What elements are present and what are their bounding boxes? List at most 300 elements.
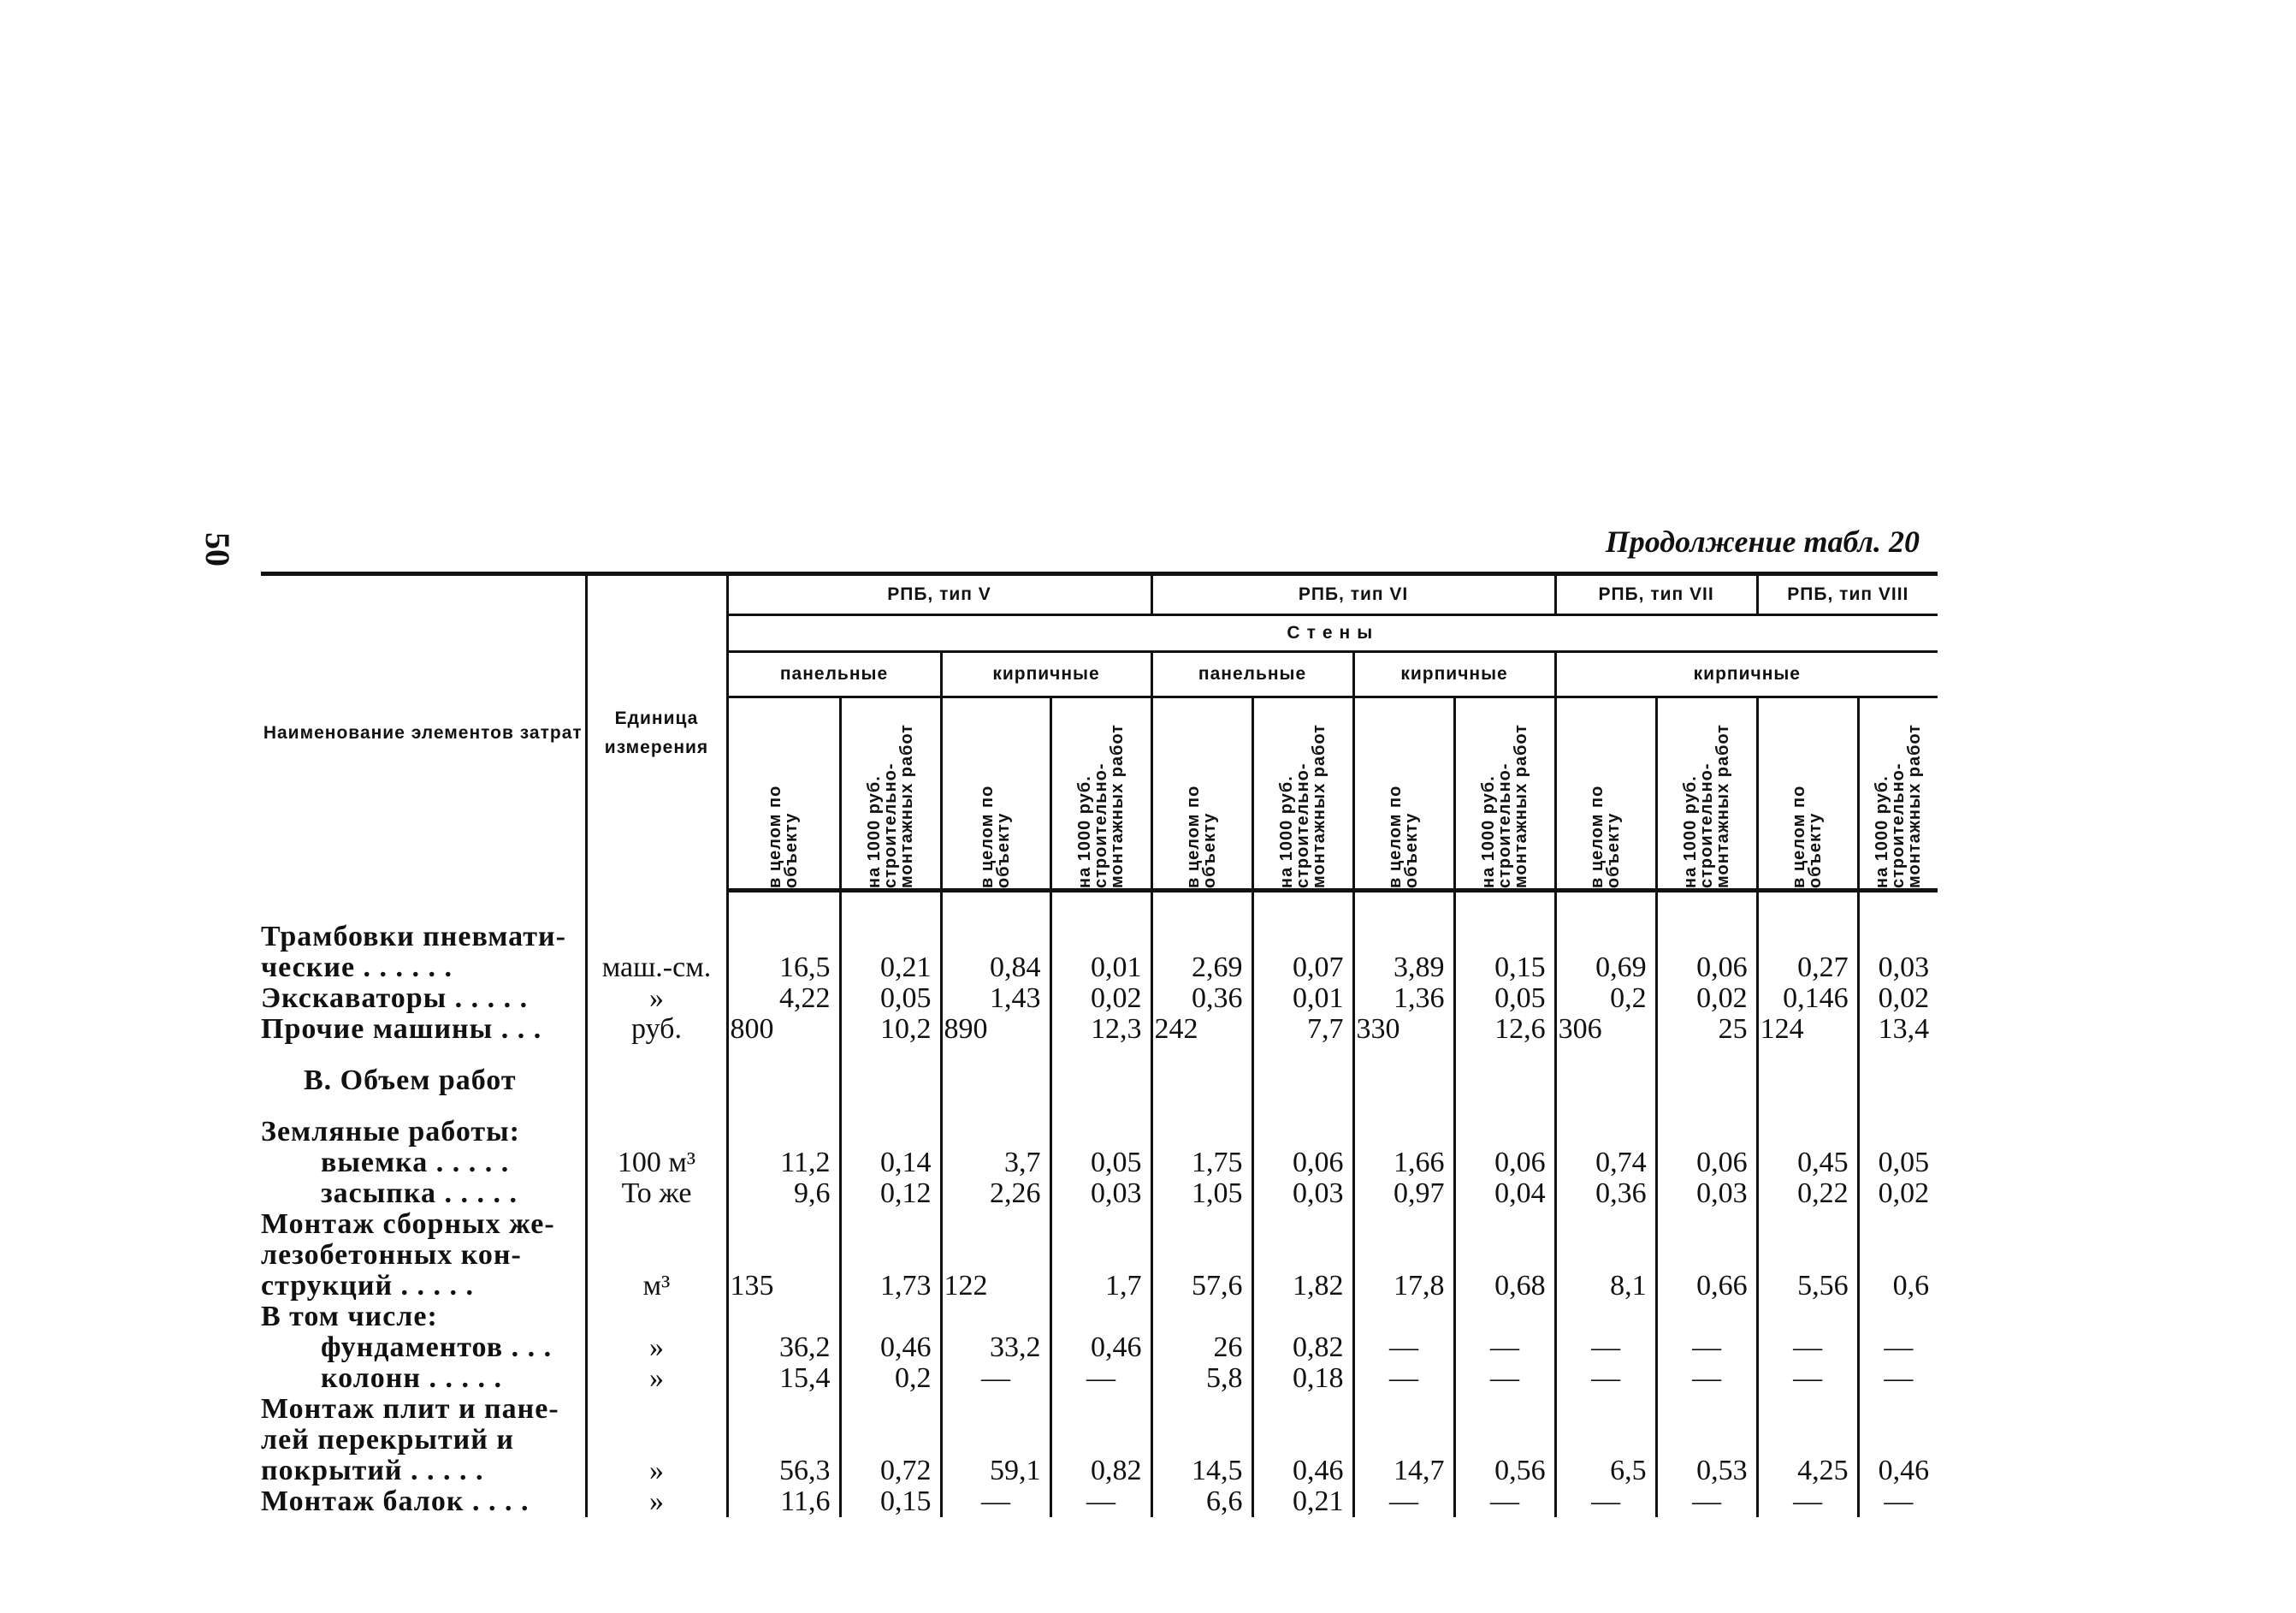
gap-cell <box>1555 1045 1656 1065</box>
value-cell <box>1454 1065 1555 1096</box>
table-row <box>261 1425 1938 1456</box>
value-cell <box>941 922 1050 952</box>
value-cell: 1,7 <box>1050 1271 1151 1302</box>
value-cell <box>840 1065 941 1096</box>
value-cell: 0,56 <box>1454 1456 1555 1486</box>
row-name: Земляные работы: <box>261 1117 586 1147</box>
section-heading: В. Объем работ <box>261 1065 586 1096</box>
value-cell <box>1555 1302 1656 1332</box>
value-cell <box>1858 1394 1938 1425</box>
value-cell <box>1757 1065 1858 1096</box>
value-cell: — <box>1050 1486 1151 1517</box>
value-cell: — <box>1884 1362 1914 1394</box>
value-cell <box>1555 1117 1656 1147</box>
gap-cell <box>1050 1045 1151 1065</box>
value-cell: 0,97 <box>1353 1178 1454 1209</box>
header-walls: Стены <box>727 615 1938 652</box>
value-cell: 12,3 <box>1050 1014 1151 1045</box>
header-unit-column: Единица измерения <box>586 574 727 891</box>
value-cell <box>727 1240 840 1271</box>
value-cell: 1,73 <box>840 1271 941 1302</box>
value-cell: — <box>1454 1332 1555 1363</box>
value-cell: — <box>1656 1332 1757 1363</box>
spacer-cell <box>1656 891 1757 922</box>
cost-table <box>261 572 1938 1517</box>
row-unit <box>586 1302 727 1332</box>
row-name: фундаментов . . . <box>261 1332 586 1363</box>
value-cell <box>1151 1425 1252 1456</box>
value-cell: 0,69 <box>1555 952 1656 983</box>
row-unit: » <box>586 1456 727 1486</box>
value-cell: 0,36 <box>1555 1178 1656 1209</box>
value-cell: 59,1 <box>941 1456 1050 1486</box>
value-cell <box>1656 1209 1757 1240</box>
table-row <box>261 1302 1938 1332</box>
value-cell <box>1757 1394 1858 1425</box>
header-group-rpb-vi: РПБ, тип VI <box>1151 574 1555 615</box>
value-cell: 0,02 <box>1878 982 1930 1014</box>
value-cell: — <box>1050 1363 1151 1394</box>
subheader-total: в целом по объекту <box>941 697 1050 891</box>
value-cell: 0,06 <box>1454 1147 1555 1178</box>
value-cell: — <box>941 1486 1050 1517</box>
gap-cell <box>1656 1096 1757 1117</box>
value-cell: 11,6 <box>727 1486 840 1517</box>
row-unit: » <box>586 983 727 1014</box>
value-cell: 5,56 <box>1757 1271 1858 1302</box>
value-cell: — <box>941 1363 1050 1394</box>
value-cell <box>1050 1302 1151 1332</box>
value-cell: 0,02 <box>1656 983 1757 1014</box>
value-cell: 0,02 <box>1878 1177 1930 1209</box>
value-cell <box>1151 1117 1252 1147</box>
row-unit: маш.-см. <box>586 952 727 983</box>
value-cell <box>840 1302 941 1332</box>
row-name: В том числе: <box>261 1302 586 1332</box>
value-cell: 0,15 <box>1454 952 1555 983</box>
value-cell: 0,66 <box>1656 1271 1757 1302</box>
value-cell <box>1151 1302 1252 1332</box>
spacer-cell <box>1151 891 1252 922</box>
header-group-rpb-v: РПБ, тип V <box>727 574 1151 615</box>
value-cell: 0,146 <box>1757 983 1858 1014</box>
subheader-per1000: на 1000 руб. строительно-монтажных работ <box>1858 697 1938 891</box>
value-cell: 122 <box>941 1271 1050 1302</box>
value-cell <box>727 922 840 952</box>
value-cell <box>1454 1302 1555 1332</box>
value-cell <box>1353 1394 1454 1425</box>
value-cell <box>941 1209 1050 1240</box>
value-cell <box>941 1394 1050 1425</box>
gap-cell <box>586 1045 727 1065</box>
value-cell <box>1656 1302 1757 1332</box>
value-cell: 0,36 <box>1151 983 1252 1014</box>
subheader-total: в целом по объекту <box>727 697 840 891</box>
value-cell <box>1252 1394 1353 1425</box>
value-cell: 242 <box>1151 1014 1252 1045</box>
value-cell: 0,14 <box>840 1147 941 1178</box>
subheader-total: в целом по объекту <box>1151 697 1252 891</box>
value-cell <box>1757 1117 1858 1147</box>
value-cell: 0,05 <box>840 983 941 1014</box>
spacer-cell <box>840 891 941 922</box>
value-cell: 17,8 <box>1353 1271 1454 1302</box>
row-name: Монтаж сборных же- <box>261 1209 586 1240</box>
spacer-cell <box>941 891 1050 922</box>
value-cell <box>1050 922 1151 952</box>
value-cell: 0,07 <box>1252 952 1353 983</box>
value-cell <box>1252 1240 1353 1271</box>
value-cell: 1,82 <box>1252 1271 1353 1302</box>
value-cell <box>1757 922 1858 952</box>
value-cell <box>727 1425 840 1456</box>
value-cell: 1,05 <box>1151 1178 1252 1209</box>
value-cell <box>1757 1425 1858 1456</box>
value-cell: 0,06 <box>1252 1147 1353 1178</box>
table-row <box>261 1240 1938 1271</box>
gap-cell <box>1252 1045 1353 1065</box>
value-cell: — <box>1353 1486 1454 1517</box>
table-continuation-caption: Продолжение табл. 20 <box>1605 525 1920 559</box>
row-unit <box>586 922 727 952</box>
value-cell <box>1151 1240 1252 1271</box>
gap-cell <box>1858 1045 1938 1065</box>
value-cell: 0,05 <box>1454 983 1555 1014</box>
value-cell: 0,68 <box>1454 1271 1555 1302</box>
value-cell <box>1151 1209 1252 1240</box>
subheader-total: в целом по объекту <box>1757 697 1858 891</box>
page-number: 50 <box>198 532 237 566</box>
value-cell <box>1858 1209 1938 1240</box>
value-cell <box>1050 1065 1151 1096</box>
value-cell <box>727 1117 840 1147</box>
value-cell: — <box>1555 1332 1656 1363</box>
gap-row <box>261 1045 1938 1065</box>
subheader-per1000: на 1000 руб. строительно-монтажных работ <box>1454 697 1555 891</box>
table-row <box>261 1014 1938 1045</box>
gap-cell <box>1151 1045 1252 1065</box>
row-name: Монтаж плит и пане- <box>261 1394 586 1425</box>
value-cell: 0,12 <box>840 1178 941 1209</box>
value-cell <box>1656 1394 1757 1425</box>
value-cell: 0,74 <box>1555 1147 1656 1178</box>
spacer-cell <box>727 891 840 922</box>
value-cell <box>1454 1209 1555 1240</box>
gap-cell <box>840 1096 941 1117</box>
value-cell: 1,36 <box>1353 983 1454 1014</box>
value-cell: 7,7 <box>1252 1014 1353 1045</box>
value-cell: 0,82 <box>1252 1332 1353 1363</box>
value-cell <box>941 1240 1050 1271</box>
value-cell: 33,2 <box>941 1332 1050 1363</box>
spacer-cell <box>261 891 586 922</box>
spacer-row <box>261 891 1938 922</box>
subheader-per1000: на 1000 руб. строительно-монтажных работ <box>1050 697 1151 891</box>
value-cell <box>1656 1425 1757 1456</box>
value-cell <box>1454 1117 1555 1147</box>
value-cell: — <box>1884 1331 1914 1363</box>
table-row <box>261 1117 1938 1147</box>
gap-cell <box>1151 1096 1252 1117</box>
value-cell: 0,82 <box>1050 1456 1151 1486</box>
value-cell: 56,3 <box>727 1456 840 1486</box>
header-group-rpb-viii: РПБ, тип VIII <box>1757 574 1938 615</box>
table-row <box>261 1332 1938 1363</box>
value-cell: 330 <box>1353 1014 1454 1045</box>
value-cell <box>941 1425 1050 1456</box>
value-cell: 26 <box>1151 1332 1252 1363</box>
value-cell <box>1656 1117 1757 1147</box>
value-cell: — <box>1353 1363 1454 1394</box>
value-cell <box>941 1302 1050 1332</box>
value-cell <box>1050 1117 1151 1147</box>
value-cell <box>840 1394 941 1425</box>
gap-cell <box>1555 1096 1656 1117</box>
value-cell <box>1050 1425 1151 1456</box>
subheader-per1000: на 1000 руб. строительно-монтажных работ <box>1656 697 1757 891</box>
gap-cell <box>1656 1045 1757 1065</box>
value-cell <box>840 922 941 952</box>
value-cell <box>1353 1065 1454 1096</box>
value-cell: 2,69 <box>1151 952 1252 983</box>
table-row <box>261 1394 1938 1425</box>
value-cell: 0,03 <box>1656 1178 1757 1209</box>
value-cell: 3,89 <box>1353 952 1454 983</box>
spacer-cell <box>1858 891 1938 922</box>
value-cell <box>1858 1065 1938 1096</box>
table-row <box>261 1456 1938 1486</box>
gap-cell <box>261 1096 586 1117</box>
gap-cell <box>941 1096 1050 1117</box>
value-cell <box>1757 1209 1858 1240</box>
value-cell: 12,6 <box>1454 1014 1555 1045</box>
value-cell: 16,5 <box>727 952 840 983</box>
value-cell <box>727 1209 840 1240</box>
value-cell <box>1353 1240 1454 1271</box>
gap-cell <box>1454 1045 1555 1065</box>
value-cell <box>1454 1425 1555 1456</box>
value-cell <box>1858 1240 1938 1271</box>
row-name: выемка . . . . . <box>261 1147 586 1178</box>
value-cell <box>1555 1394 1656 1425</box>
spacer-cell <box>1353 891 1454 922</box>
value-cell <box>1252 922 1353 952</box>
value-cell <box>1454 1394 1555 1425</box>
value-cell: — <box>1757 1332 1858 1363</box>
table-body <box>261 891 1938 1518</box>
value-cell <box>1555 1065 1656 1096</box>
value-cell: — <box>1555 1486 1656 1517</box>
value-cell: 0,84 <box>941 952 1050 983</box>
value-cell: 0,46 <box>1252 1456 1353 1486</box>
value-cell <box>1757 1240 1858 1271</box>
value-cell <box>1353 1209 1454 1240</box>
row-unit: » <box>586 1486 727 1517</box>
value-cell: 0,02 <box>1050 983 1151 1014</box>
value-cell: 6,6 <box>1151 1486 1252 1517</box>
value-cell: 14,7 <box>1353 1456 1454 1486</box>
row-name: Экскаваторы . . . . . <box>261 983 586 1014</box>
value-cell: 2,26 <box>941 1178 1050 1209</box>
spacer-cell <box>1757 891 1858 922</box>
value-cell <box>1858 1425 1938 1456</box>
value-cell <box>1454 1240 1555 1271</box>
row-name: колонн . . . . . <box>261 1363 586 1394</box>
value-cell <box>1353 1302 1454 1332</box>
spacer-cell <box>1454 891 1555 922</box>
value-cell: 0,03 <box>1878 952 1930 983</box>
value-cell <box>1656 922 1757 952</box>
value-cell: 0,15 <box>840 1486 941 1517</box>
value-cell <box>1858 1302 1938 1332</box>
value-cell <box>1555 1209 1656 1240</box>
value-cell: 3,7 <box>941 1147 1050 1178</box>
header-group-rpb-vii: РПБ, тип VII <box>1555 574 1757 615</box>
value-cell: 0,21 <box>840 952 941 983</box>
row-unit <box>586 1425 727 1456</box>
value-cell: 0,46 <box>840 1332 941 1363</box>
gap-cell <box>1353 1096 1454 1117</box>
table-row <box>261 1209 1938 1240</box>
value-cell <box>1050 1209 1151 1240</box>
value-cell: 13,4 <box>1878 1013 1930 1045</box>
value-cell <box>1858 1117 1938 1147</box>
value-cell: 11,2 <box>727 1147 840 1178</box>
subheader-per1000: на 1000 руб. строительно-монтажных работ <box>840 697 941 891</box>
value-cell: — <box>1454 1486 1555 1517</box>
value-cell <box>1252 1209 1353 1240</box>
value-cell: 0,05 <box>1878 1147 1930 1178</box>
value-cell <box>1555 1240 1656 1271</box>
gap-cell <box>727 1096 840 1117</box>
gap-cell <box>261 1045 586 1065</box>
value-cell <box>941 1117 1050 1147</box>
table-row <box>261 1486 1938 1517</box>
spacer-cell <box>586 891 727 922</box>
value-cell: 0,01 <box>1252 983 1353 1014</box>
value-cell <box>1555 922 1656 952</box>
value-cell <box>840 1425 941 1456</box>
row-name: покрытий . . . . . <box>261 1456 586 1486</box>
gap-cell <box>1858 1096 1938 1117</box>
value-cell <box>727 1065 840 1096</box>
value-cell: 0,05 <box>1050 1147 1151 1178</box>
table-row <box>261 1147 1938 1178</box>
value-cell <box>1252 1425 1353 1456</box>
gap-cell <box>1757 1045 1858 1065</box>
gap-cell <box>727 1045 840 1065</box>
subheader-total: в целом по объекту <box>1353 697 1454 891</box>
value-cell <box>1656 1240 1757 1271</box>
row-name: лезобетонных кон- <box>261 1240 586 1271</box>
row-unit: 100 м³ <box>586 1147 727 1178</box>
value-cell: — <box>1757 1486 1858 1517</box>
table-header <box>261 574 1938 891</box>
value-cell: 0,2 <box>840 1363 941 1394</box>
table-row <box>261 1178 1938 1209</box>
header-vi-panel: панельные <box>1151 652 1353 697</box>
value-cell <box>840 1240 941 1271</box>
row-name: Прочие машины . . . <box>261 1014 586 1045</box>
header-vii-viii-brick: кирпичные <box>1555 652 1938 697</box>
value-cell: — <box>1656 1486 1757 1517</box>
value-cell <box>1151 1065 1252 1096</box>
value-cell <box>1353 1425 1454 1456</box>
value-cell: 1,66 <box>1353 1147 1454 1178</box>
row-name: Трамбовки пневмати- <box>261 922 586 952</box>
subheader-total: в целом по объекту <box>1555 697 1656 891</box>
value-cell: 4,25 <box>1757 1456 1858 1486</box>
value-cell <box>1454 922 1555 952</box>
value-cell: 10,2 <box>840 1014 941 1045</box>
value-cell: 0,45 <box>1757 1147 1858 1178</box>
value-cell <box>1050 1394 1151 1425</box>
subheader-per1000: на 1000 руб. строительно-монтажных работ <box>1252 697 1353 891</box>
row-unit <box>586 1065 727 1096</box>
value-cell: 5,8 <box>1151 1363 1252 1394</box>
gap-row <box>261 1096 1938 1117</box>
value-cell: 0,18 <box>1252 1363 1353 1394</box>
value-cell: 0,06 <box>1656 952 1757 983</box>
row-unit <box>586 1394 727 1425</box>
value-cell: 0,03 <box>1050 1178 1151 1209</box>
table-row <box>261 1271 1938 1302</box>
row-name: ческие . . . . . . <box>261 952 586 983</box>
value-cell <box>1858 922 1938 952</box>
gap-cell <box>1050 1096 1151 1117</box>
row-unit <box>586 1240 727 1271</box>
row-unit: руб. <box>586 1014 727 1045</box>
value-cell: 57,6 <box>1151 1271 1252 1302</box>
value-cell <box>1050 1240 1151 1271</box>
value-cell: — <box>1757 1363 1858 1394</box>
gap-cell <box>941 1045 1050 1065</box>
gap-cell <box>586 1096 727 1117</box>
header-v-brick: кирпичные <box>941 652 1151 697</box>
row-unit: » <box>586 1363 727 1394</box>
value-cell <box>840 1117 941 1147</box>
gap-cell <box>840 1045 941 1065</box>
value-cell: 9,6 <box>727 1178 840 1209</box>
value-cell: 4,22 <box>727 983 840 1014</box>
value-cell <box>1353 1117 1454 1147</box>
value-cell: 0,06 <box>1656 1147 1757 1178</box>
spacer-cell <box>1050 891 1151 922</box>
value-cell <box>1151 1394 1252 1425</box>
value-cell: 0,27 <box>1757 952 1858 983</box>
value-cell: — <box>1555 1363 1656 1394</box>
value-cell: 8,1 <box>1555 1271 1656 1302</box>
value-cell: 1,75 <box>1151 1147 1252 1178</box>
value-cell: 800 <box>727 1014 840 1045</box>
row-name: лей перекрытий и <box>261 1425 586 1456</box>
spacer-cell <box>1555 891 1656 922</box>
value-cell: — <box>1656 1363 1757 1394</box>
value-cell: 14,5 <box>1151 1456 1252 1486</box>
value-cell <box>1656 1065 1757 1096</box>
value-cell: — <box>1884 1486 1914 1517</box>
value-cell: 0,22 <box>1757 1178 1858 1209</box>
value-cell: 15,4 <box>727 1363 840 1394</box>
value-cell <box>1353 922 1454 952</box>
value-cell <box>941 1065 1050 1096</box>
row-name: струкций . . . . . <box>261 1271 586 1302</box>
gap-cell <box>1454 1096 1555 1117</box>
value-cell: 890 <box>941 1014 1050 1045</box>
row-unit <box>586 1209 727 1240</box>
value-cell: 0,6 <box>1892 1270 1930 1302</box>
row-unit: » <box>586 1332 727 1363</box>
